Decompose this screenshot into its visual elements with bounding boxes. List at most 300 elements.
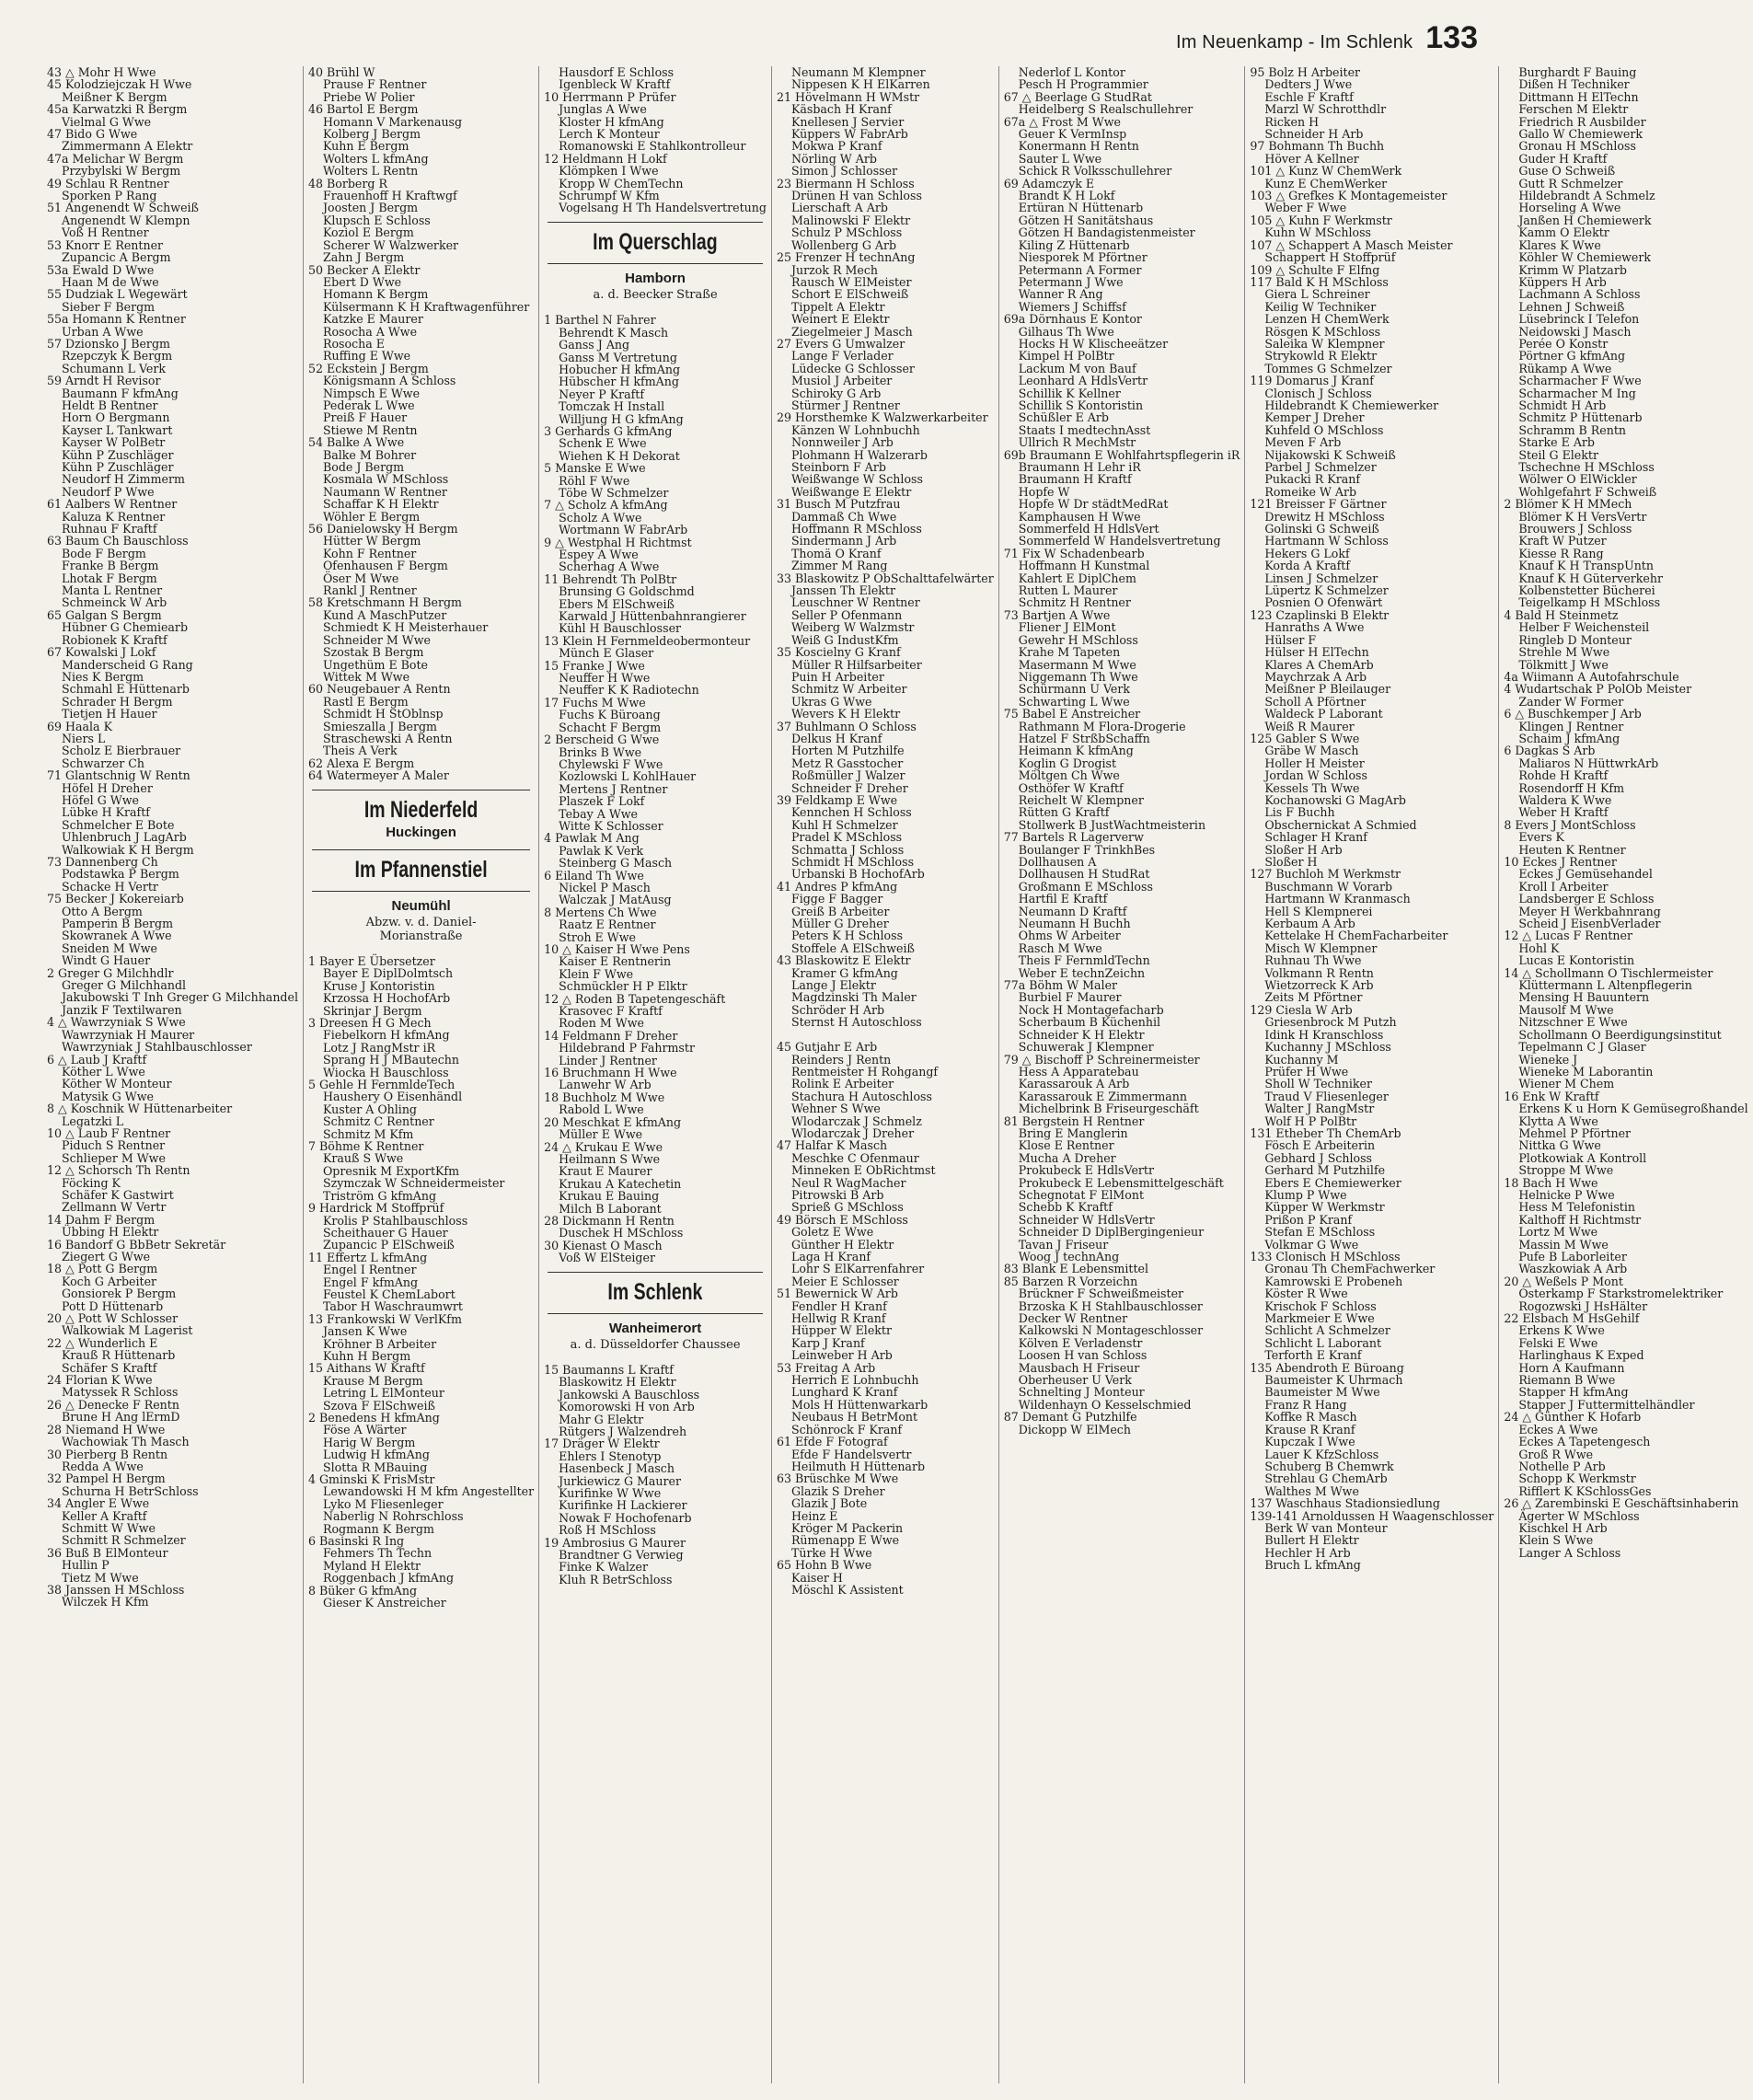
resident-entry: 46 Bartol E Bergm [307,102,419,117]
resident-entry: Bullert H Elektr [1264,1533,1359,1548]
resident-entry: Föse A Wärter [322,1423,407,1437]
resident-entry: Rausch W ElMeister [790,274,912,289]
resident-entry: 29 Horsthemke K Walzwerkarbeiter [776,410,988,425]
resident-entry: Michelbrink B Friseurgeschäft [1018,1102,1199,1116]
resident-entry: Schebb K Kraftf [1018,1200,1113,1215]
resident-entry: Jansen K Wwe [322,1324,408,1339]
resident-entry: Wortmann W FabrArb [559,523,688,537]
resident-entry: Mertens J Rentner [559,781,668,796]
resident-entry: Helber F Weichensteil [1518,620,1650,635]
resident-entry [544,302,767,314]
resident-entry: Krukau E Bauing [559,1189,660,1204]
resident-entry: Hülser F [1264,632,1317,647]
resident-entry: Klose E Rentner [1018,1138,1114,1153]
resident-entry: Bode J Bergm [322,460,405,474]
resident-entry: Kuchanny J MSchloss [1264,1040,1391,1055]
resident-entry: Szova F ElSchweiß [322,1398,435,1413]
resident-entry: Frauenhoff H Kraftwgf [322,189,457,203]
resident-entry: Ebert D Wwe [322,274,402,289]
resident-entry: Koglin G Drogist [1018,756,1117,770]
resident-entry: Schulz P MSchloss [790,225,903,240]
resident-entry: Wiener M Chem [1518,1077,1615,1091]
resident-entry: Hildebrand P Fahrmstr [559,1041,695,1056]
resident-entry: Katzke E Maurer [322,312,423,327]
resident-entry: Letring L ElMonteur [322,1386,444,1401]
resident-entry: Rastl E Bergm [322,694,409,709]
resident-entry: Engel F kfmAng [322,1275,419,1289]
resident-entry: Müller R Hilfsarbeiter [790,657,922,672]
street-heading: Im Niederfeld [363,796,479,823]
resident-entry: Wolters L kfmAng [322,151,429,166]
resident-entry: Naberlig N Rohrschloss [322,1509,464,1524]
resident-entry: 23 Biermann H Schloss [776,176,915,190]
resident-entry: Hartmann W Schloss [1264,534,1389,548]
resident-entry: Hütter W Bergm [322,534,421,548]
resident-entry: 3 Gerhards G kfmAng [544,423,673,438]
column-1 [42,66,303,2083]
resident-entry: Kayser W PolBetr [62,435,166,450]
resident-entry: Lerch K Monteur [559,127,660,142]
resident-entry: Harlinghaus K Exped [1518,1348,1644,1363]
resident-entry: Neubaus H BetrMont [790,1410,918,1425]
resident-entry: Meven F Arb [1264,435,1342,450]
resident-entry: Ebers E Chemiewerker [1264,1175,1401,1190]
resident-entry: Guder H Kraftf [1518,151,1608,166]
resident-entry: Rütgers J Walzendreh [559,1425,687,1438]
resident-entry: Tschechne H MSchloss [1518,460,1655,474]
resident-entry: Kalthoff H Richtmstr [1518,1212,1642,1227]
resident-entry: Heilmann S Wwe [559,1151,661,1166]
resident-entry: Przybylski W Bergm [62,164,181,179]
resident-entry: Sindermann J Arb [790,534,897,548]
resident-entry: Mensing H Bauuntern [1518,990,1650,1005]
district-label: Neumühl [391,897,451,914]
resident-entry: Mahr G Elektr [559,1412,644,1426]
resident-entry: Rütten G Kraftf [1018,805,1110,820]
resident-entry: Schramm B Rentn [1518,422,1626,437]
resident-entry: Steil G Elektr [1518,447,1598,462]
resident-entry: Waldera K Wwe [1518,792,1612,807]
resident-entry: Kemper J Dreher [1264,410,1365,425]
resident-entry: Leinweber H Arb [790,1348,893,1363]
resident-entry: 49 Schlau R Rentner [47,176,169,190]
street-heading: Im Schlenk [607,1278,703,1305]
resident-entry: Brunsing G Goldschmd [559,584,695,599]
resident-entry: Strykowld R Elektr [1264,349,1378,363]
resident-entry: 50 Becker A Elektr [307,262,421,277]
resident-entry: Schmeinck W Arb [62,595,167,610]
resident-entry: 48 Borberg R [307,176,387,190]
resident-entry: Berk W van Monteur [1264,1520,1388,1535]
resident-entry: Brinks B Wwe [559,744,642,759]
resident-entry: Hatzel F StrßbSchaffn [1018,731,1150,745]
resident-entry: Karassarouk A Arb [1018,1077,1130,1091]
resident-entry: Weißwange W Schloss [790,472,923,487]
resident-entry [544,1352,767,1364]
resident-entry: Raatz E Rentner [559,917,656,932]
resident-entry: Keller A Kraftf [62,1508,147,1523]
resident-entry: Ungethüm E Bote [322,657,428,672]
resident-entry: Bring E Manglerin [1018,1125,1128,1140]
resident-entry: Kühn P Zuschläger [62,460,174,474]
resident-entry: Schneider M Wwe [322,632,431,647]
resident-entry: Nijakowski K Schweiß [1264,447,1396,462]
resident-entry: 6 Basinski R Ing [307,1534,405,1549]
resident-entry: 55 Dudziak L Wegewärt [47,287,188,302]
resident-entry: Mols H Hüttenwarkarb [790,1397,928,1412]
resident-entry: Übbing H Elektr [62,1225,159,1240]
resident-entry: Willjung H G kfmAng [559,411,684,426]
resident-entry: Perée O Konstr [1518,336,1609,351]
resident-entry: 24 △ Krukau E Wwe [544,1139,663,1154]
resident-entry: Lüpertz K Schmelzer [1264,583,1389,598]
resident-entry: Schaim J kfmAng [1518,731,1620,745]
resident-entry: Schmitz W Arbeiter [790,682,907,697]
resident-entry: 52 Eckstein J Bergm [307,361,429,375]
resident-entry: Kessels Th Wwe [1264,780,1360,795]
resident-entry: Gronau H MSchloss [1518,139,1636,154]
resident-entry: Myland H Elektr [322,1558,421,1573]
resident-entry: Friedrich R Ausbilder [1518,114,1646,129]
resident-entry: Münch E Glaser [559,646,654,661]
resident-entry: Linsen J Schmelzer [1264,571,1378,585]
resident-entry: Sporken P Rang [62,189,157,203]
resident-entry: Schmidt H StOblnsp [322,707,444,721]
resident-entry: Kalkowski N Montageschlosser [1018,1323,1204,1338]
resident-entry: Janzik F Textilwaren [62,1002,182,1017]
resident-entry: Gonsiorek P Bergm [62,1287,177,1301]
resident-entry: Opresnik M ExportKfm [322,1163,460,1178]
resident-entry: 49 Börsch E MSchloss [776,1212,908,1227]
resident-entry: Kennchen H Schloss [790,805,912,820]
resident-entry: Lübke H Kraftf [62,805,150,820]
resident-entry: Schuberg B Chemwrk [1264,1459,1394,1473]
resident-entry: Kund A MaschPutzer [322,607,447,622]
section-divider [548,222,763,223]
resident-entry: Kühl H Bauschlosser [559,621,682,636]
resident-entry: 24 Florian K Wwe [47,1373,153,1388]
resident-entry: Töbe W Schmelzer [559,485,669,500]
resident-entry: Theis F FernmldTechn [1018,953,1150,968]
resident-entry: 51 Angenendt W Schweiß [47,201,199,215]
resident-entry: Neuffer K K Radiotechn [559,683,699,698]
resident-entry: Gewehr H MSchloss [1018,632,1138,647]
resident-entry: Götzen H Sanitätshaus [1018,213,1154,227]
resident-entry: Brandtner G Verwieg [559,1548,684,1563]
resident-entry: Scharmacher M Ing [1518,386,1636,400]
resident-entry: Nothelle P Arb [1518,1459,1606,1473]
resident-entry: Krause R Kranf [1264,1422,1355,1437]
resident-entry: Franke B Bergm [62,559,159,573]
resident-entry: Schäfer K Gastwirt [62,1187,174,1202]
resident-entry: Kuhn E Bergm [322,139,409,154]
resident-entry: Haan M de Wwe [62,274,159,289]
resident-entry: Simon J Schlosser [790,164,898,179]
district-label: Huckingen [386,824,456,840]
resident-entry: Knauf K H TranspUntn [1518,559,1654,573]
resident-entry: Angenendt W Klempn [62,213,190,227]
resident-entry: Roßmüller J Walzer [790,768,905,783]
resident-entry: Niesporek M Pförtner [1018,250,1148,265]
resident-entry: Rükamp A Wwe [1518,361,1612,375]
resident-entry: Wilczek H Kfm [62,1595,149,1610]
resident-entry: 16 Enk W Kraftf [1504,1089,1599,1103]
resident-entry: 77 Bartels R Lagerverw [1003,830,1144,845]
resident-entry: 67a △ Frost M Wwe [1003,114,1121,129]
resident-entry: Klüttermann L Altenpflegerin [1518,978,1692,993]
resident-entry: 75 Babel E Anstreicher [1003,707,1141,721]
resident-entry: Otto A Bergm [62,904,143,918]
resident-entry: Robionek K Kraftf [62,632,167,647]
resident-entry: Vogelsang H Th Handelsvertretung [559,201,767,215]
resident-entry: Fliener J ElMont [1018,620,1116,635]
resident-entry: Pufe B Laborleiter [1518,1250,1627,1263]
resident-entry: Weber F Wwe [1264,201,1347,215]
resident-entry: 125 Gabler S Wwe [1250,731,1360,745]
resident-entry: Janssen Th Elektr [790,583,896,598]
resident-entry: Minneken E ObRichtmst [790,1163,936,1178]
district-label: Hamborn [625,270,686,286]
resident-entry: Meißner K Bergm [62,89,167,104]
resident-entry: Boulanger F TrinkhBes [1018,842,1156,857]
resident-entry: Misch W Klempner [1264,940,1378,955]
resident-entry: Manta L Rentner [62,583,163,598]
resident-entry: Rutten L Maurer [1018,583,1118,598]
resident-entry: Sommerfeld W Handelsvertretung [1018,534,1221,548]
resident-entry: Rogozwski J HsHälter [1518,1298,1648,1313]
resident-entry: 4a Wiimann A Autofahrschule [1504,669,1679,684]
resident-entry: Knauf K H Güterverkehr [1518,571,1664,585]
resident-entry: Ägerter W MSchloss [1518,1508,1640,1523]
resident-entry: Finke K Walzer [559,1560,649,1575]
resident-entry: Rzepczyk K Bergm [62,349,173,363]
resident-entry: Behrendt K Masch [559,325,669,340]
resident-entry: Sternst H Autoschloss [790,1015,922,1030]
resident-entry: Eckes A Tapetengesch [1518,1435,1651,1449]
resident-entry: Golinski G Schweiß [1264,522,1379,537]
resident-entry: Kühn P Zuschläger [62,447,174,462]
resident-entry: 127 Buchloh M Werkmstr [1250,867,1401,882]
resident-entry: Kamphausen H Wwe [1018,509,1141,524]
resident-entry: Kohn F Rentner [322,546,417,560]
resident-entry: Guse O Schweiß [1518,164,1616,179]
resident-entry: Prokubeck E HdlsVertr [1018,1163,1155,1178]
resident-entry: 15 Baumanns L Kraftf [544,1362,674,1377]
resident-entry: Krause M Bergm [322,1373,423,1388]
resident-entry: 36 Buß B ElMonteur [47,1545,168,1560]
resident-entry: Gutt R Schmelzer [1518,176,1623,190]
resident-entry: 1 Barthel N Fahrer [544,313,656,328]
resident-entry: Balke M Bohrer [322,447,417,462]
resident-entry: Braumann H Kraftf [1018,472,1132,487]
resident-entry: 53 Freitag A Arb [776,1360,876,1375]
resident-entry: Ruffing E Wwe [322,349,411,363]
resident-entry: Götzen H Bandagistenmeister [1018,225,1195,240]
resident-entry: Ullrich R MechMstr [1018,435,1136,450]
resident-entry: 37 Buhlmann O Schloss [776,719,917,733]
resident-entry: Burbiel F Maurer [1018,990,1122,1005]
resident-entry: Ludwig H kfmAng [322,1448,430,1462]
resident-entry: 123 Czaplinski B Elektr [1250,607,1390,622]
resident-entry: Hanraths A Wwe [1264,620,1365,635]
resident-entry: Kurifinke W Wwe [559,1486,662,1501]
resident-entry: Ertüran N Hüttenarb [1018,201,1144,215]
resident-entry: 51 Bewernick W Arb [776,1287,898,1301]
resident-entry: Meier E Schlosser [790,1274,899,1288]
resident-entry: 27 Evers G Umwalzer [776,336,905,351]
resident-entry: Maychrzak A Arb [1264,669,1367,684]
resident-entry: Kropp W ChemTechn [559,176,684,190]
resident-entry: Kettelake H ChemFacharbeiter [1264,929,1448,943]
resident-entry: 33 Blaskowitz P ObSchalttafelwärter [776,571,994,585]
page-header [1176,20,1478,56]
resident-entry: 34 Angler E Wwe [47,1496,150,1511]
resident-entry: Köhler W Chemiewerk [1518,250,1652,265]
resident-entry: 67 Kowalski J Lokf [47,645,156,660]
resident-entry: Metz R Gasstocher [790,756,904,770]
resident-entry: Hohl K [1518,940,1560,955]
resident-entry: Theis A Verk [322,744,398,758]
resident-entry: 20 Meschkat E kfmAng [544,1114,682,1129]
resident-entry: Rosocha A Wwe [322,324,418,339]
resident-entry: 107 △ Schappert A Masch Meister [1250,237,1453,252]
resident-entry: Horten M Putzhilfe [790,744,905,758]
resident-entry: Griesenbrock M Putzh [1264,1015,1397,1030]
resident-entry: Hess A Apparatebau [1018,1064,1139,1079]
resident-entry: 53a Ewald D Wwe [47,262,155,277]
resident-entry: Lortz M Wwe [1518,1225,1598,1240]
resident-entry: 21 Hövelmann H WMstr [776,89,920,104]
resident-entry: Ricken H [1264,114,1320,129]
resident-entry: Duschek H MSchloss [559,1226,684,1240]
resident-entry: Klump P Wwe [1264,1187,1347,1202]
resident-entry: Ruhnau Th Wwe [1264,953,1362,968]
resident-entry: 26 △ Denecke F Rentn [47,1397,179,1412]
resident-entry: Nimpsch E Wwe [322,386,421,400]
resident-entry: Nippesen K H ElKarren [790,77,930,92]
resident-entry: 59 Arndt H Revisor [47,374,161,388]
resident-entry: 4 Wudartschak P PolOb Meister [1504,682,1692,697]
resident-entry: Schneider F Dreher [790,780,908,795]
resident-entry: Brückner F Schweißmeister [1018,1287,1184,1301]
resident-entry: 9 Hardrick M Stoffprüf [307,1201,444,1216]
resident-entry: Holler H Meister [1264,756,1365,770]
resident-entry: Dißen H Techniker [1518,77,1630,92]
resident-entry: Rentmeister H Rohgangf [790,1064,939,1079]
resident-entry: Pesch H Programmier [1018,77,1148,92]
resident-entry: Romeike W Arb [1264,484,1357,499]
resident-entry: Marzl W Schrotthdlr [1264,102,1387,117]
resident-entry: 26 △ Zarembinski E Geschäftsinhaberin [1504,1496,1739,1511]
resident-entry: Petermann J Wwe [1018,274,1124,289]
resident-entry: 6 △ Laub J Kraftf [47,1052,147,1067]
resident-entry: Hüpper W Elektr [790,1323,892,1338]
resident-entry: Mausolf M Wwe [1518,1002,1614,1017]
resident-entry: 30 Pierberg B Rentn [47,1447,168,1461]
resident-entry: 63 Brüschke M Wwe [776,1471,899,1486]
resident-entry: 105 △ Kuhn F Werkmstr [1250,213,1392,227]
resident-entry: 69 Adamczyk E [1003,176,1095,190]
resident-entry: Hübner G Chemiearb [62,620,189,635]
resident-entry: Brune H Ang lErmD [62,1410,180,1425]
resident-entry: Langer A Schloss [1518,1545,1621,1560]
resident-entry: Lyko M Fliesenleger [322,1496,444,1511]
resident-entry: Korda A Kraftf [1264,559,1351,573]
resident-entry: Herrich E Lohnbuchh [790,1373,919,1388]
resident-entry: Malinowski F Elektr [790,213,911,227]
resident-entry: Starke E Arb [1518,435,1595,450]
resident-entry: Homann K Bergm [322,287,429,302]
resident-entry: Lüsebrinck I Telefon [1518,312,1640,327]
resident-entry: Waszkowiak A Arb [1518,1262,1628,1276]
resident-entry: 32 Pampel H Bergm [47,1471,166,1486]
resident-entry: Stoffele A ElSchweiß [790,940,915,955]
resident-entry: 62 Alexa E Bergm [307,756,415,770]
resident-entry: Klupsch E Schloss [322,213,431,227]
resident-entry: Ofenhausen F Bergm [322,559,448,573]
section-divider [548,263,763,264]
resident-entry: Urbanski B HochofArb [790,867,925,882]
resident-entry: Loosen H van Schloss [1018,1348,1148,1363]
resident-entry: 73 Bartjen A Wwe [1003,607,1111,622]
resident-entry: Kölven E Verladenstr [1018,1335,1143,1350]
resident-entry: Masermann M Wwe [1018,657,1136,672]
resident-entry: Heldt B Rentner [62,398,158,412]
resident-entry: Straschewski A Rentn [322,731,453,745]
resident-entry: Dickopp W ElMech [1018,1422,1131,1437]
resident-entry: Erkens K u Horn K Gemüsegroßhandel [1518,1102,1748,1116]
resident-entry: Lachmann A Schloss [1518,287,1641,302]
resident-entry: 4 Pawlak M Ang [544,831,640,846]
resident-entry: 109 △ Schulte F Elfng [1250,262,1380,277]
resident-entry: Parbel J Schmelzer [1264,460,1377,474]
resident-entry: Osterkamp F Starkstromelektriker [1518,1287,1724,1301]
resident-entry: Weißwange E Elektr [790,484,912,499]
resident-entry: Voß W ElSteiger [559,1251,655,1265]
resident-entry: Meißner P Bleilauger [1264,682,1391,697]
resident-entry: Dittmann H ElTechn [1518,89,1639,104]
resident-entry: 43 Blaskowitz E Elektr [776,953,911,968]
resident-entry: Schmahl E Hüttenarb [62,682,190,697]
resident-entry: 69 Haala K [47,719,112,733]
resident-entry: Küppers W FabrArb [790,127,908,142]
resident-entry: 57 Dzionsko J Bergm [47,336,170,351]
resident-entry: 5 Gehle H FernmldeTech [307,1078,456,1092]
resident-entry: Bode F Bergm [62,546,146,560]
resident-entry: Nörling W Arb [790,151,877,166]
resident-entry: Hocks H W Klischeeätzer [1018,336,1169,351]
resident-entry: Zimmer M Rang [790,559,888,573]
resident-entry: Schnelting J Monteur [1018,1385,1145,1400]
resident-entry: Mausbach H Friseur [1018,1360,1140,1375]
resident-entry: Kuhn H Bergm [322,1348,411,1363]
resident-entry: Smieszalla J Bergm [322,719,437,733]
street-heading: Im Querschlag [593,228,718,255]
resident-entry: 67 △ Beerlage G StudRat [1003,89,1152,104]
resident-entry: Kuhfeld O MSchloss [1264,422,1384,437]
resident-entry: Köther L Wwe [62,1064,145,1079]
resident-entry: 12 △ Roden B Tapetengeschäft [544,991,726,1006]
resident-entry: Manderscheid G Rang [62,657,193,672]
resident-entry: Schuwerak J Klempner [1018,1040,1154,1055]
resident-entry: Lucas E Kontoristin [1518,953,1635,968]
resident-entry: Scherhag A Wwe [559,560,660,574]
resident-entry: Tepelmann C J Glaser [1518,1040,1646,1055]
resident-entry: 95 Bolz H Arbeiter [1250,65,1361,79]
resident-entry: Schrumpf W Kfm [559,189,660,203]
resident-entry: 28 Niemand H Wwe [47,1422,166,1437]
resident-entry: Zupancic P ElSchweiß [322,1238,455,1252]
